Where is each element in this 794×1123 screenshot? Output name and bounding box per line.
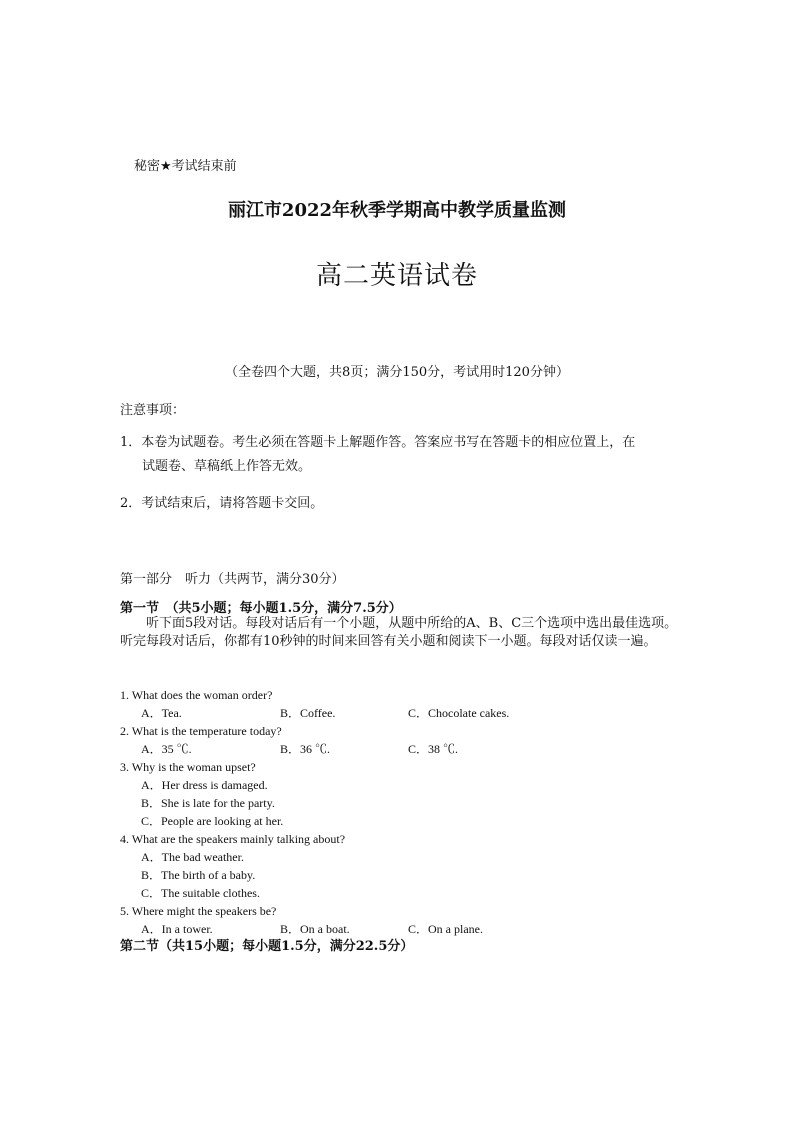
question-stem: 4. What are the speakers mainly talking about?	[120, 832, 346, 846]
part-heading: 第一部分 听力（共两节，满分30分）	[120, 572, 345, 587]
notice-item-2: 2．考试结束后，请将答题卡交回。	[120, 496, 324, 511]
notice-item-1-line-1: 1．本卷为试题卷。考生必须在答题卡上解题作答。答案应书写在答题卡的相应位置上，在	[120, 435, 636, 450]
option: C．On a plane.	[408, 922, 483, 936]
option: A．Her dress is damaged.	[141, 778, 268, 792]
option-row	[120, 740, 459, 758]
option: C．The suitable clothes.	[141, 886, 260, 900]
option: C．People are looking at her.	[141, 814, 284, 828]
page-title: 高二英语试卷	[315, 261, 478, 291]
question-stem: 2. What is the temperature today?	[120, 724, 282, 738]
confidential-mark: 秘密★考试结束前	[134, 159, 237, 174]
option: A．35 ℃.	[141, 742, 192, 756]
section-2-heading: 第二节（共15小题；每小题1.5分，满分22.5分）	[120, 939, 414, 954]
option: B．Coffee.	[280, 706, 336, 720]
option: C．Chocolate cakes.	[408, 706, 510, 720]
question-stem: 5. Where might the speakers be?	[120, 904, 277, 918]
notice-heading: 注意事项：	[120, 403, 186, 418]
section-1-instructions: 听下面5段对话。每段对话后有一个小题，从题中所给的A、B、C三个选项中选出最佳选项。听完每段对话后，你都有10秒钟的时间来回答有关小题和阅读下一小题。每段对话仅读一遍。	[120, 616, 678, 649]
option: A．Tea.	[141, 706, 182, 720]
question-stem: 3. Why is the woman upset?	[120, 760, 256, 774]
section-1-heading: 第一节 （共5小题；每小题1.5分，满分7.5分）	[120, 601, 402, 616]
notice-item-1-line-2: 试题卷、草稿纸上作答无效。	[142, 459, 312, 474]
option: C．38 ℃.	[408, 742, 459, 756]
question-stem: 1. What does the woman order?	[120, 688, 273, 702]
option: B．She is late for the party.	[141, 796, 275, 810]
option: B．On a boat.	[280, 922, 350, 936]
option: B．36 ℃.	[280, 742, 331, 756]
exam-info: （全卷四个大题，共8页；满分150分，考试用时120分钟）	[225, 365, 569, 380]
option: A．In a tower.	[141, 922, 213, 936]
exam-subtitle: 丽江市2022年秋季学期高中教学质量监测	[227, 200, 567, 221]
notice-item-1	[120, 431, 680, 479]
option-row	[120, 704, 510, 722]
option: B．The birth of a baby.	[141, 868, 256, 882]
option: A．The bad weather.	[141, 850, 244, 864]
question-list	[120, 686, 510, 938]
